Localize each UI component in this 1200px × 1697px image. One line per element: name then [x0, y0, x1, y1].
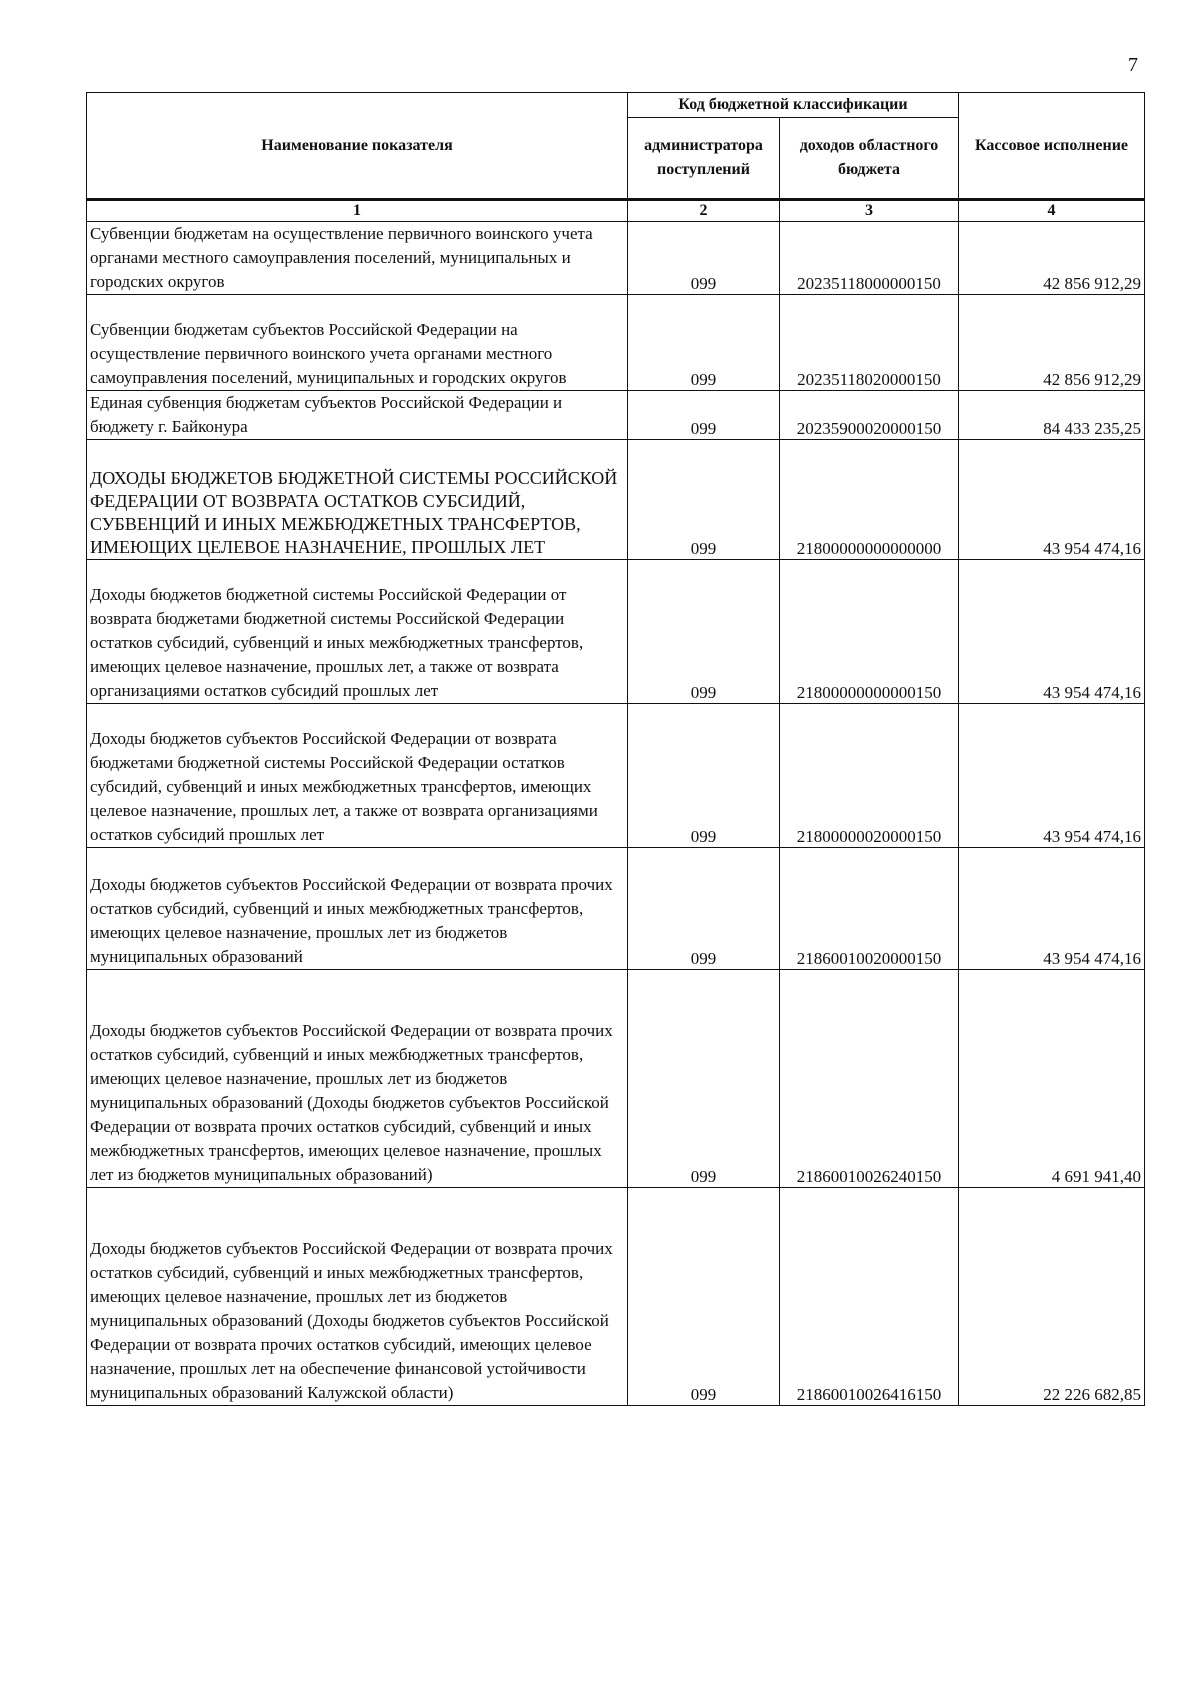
row-revenue-code: 21800000000000150: [780, 560, 959, 704]
row-revenue-code: 21800000020000150: [780, 704, 959, 848]
table-row: [87, 295, 1145, 391]
budget-table: [86, 92, 1145, 1406]
row-name: Субвенции бюджетам на осуществление первичного воинского учета органами местного самоуправления поселений, муниципальных и городских округов: [87, 222, 628, 295]
row-name: Доходы бюджетов субъектов Российской Федерации от возврата прочих остатков субсидий, субвенций и иных межбюджетных трансфертов, имеющих целевое назначение, прошлых лет из бюджетов муниципальных образований (Доходы бюджетов субъектов Российской Федерации от возврата прочих остатков субсидий, имеющих целевое назначение, прошлых лет на обеспечение финансовой устойчивости муниципальных образований Калужской области): [87, 1188, 628, 1406]
row-admin-code: 099: [628, 970, 780, 1188]
header-name: Наименование показателя: [87, 93, 628, 200]
table-row: [87, 1188, 1145, 1406]
row-name: ДОХОДЫ БЮДЖЕТОВ БЮДЖЕТНОЙ СИСТЕМЫ РОССИЙСКОЙ ФЕДЕРАЦИИ ОТ ВОЗВРАТА ОСТАТКОВ СУБСИДИЙ, СУБВЕНЦИЙ И ИНЫХ МЕЖБЮДЖЕТНЫХ ТРАНСФЕРТОВ, ИМЕЮЩИХ ЦЕЛЕВОЕ НАЗНАЧЕНИЕ, ПРОШЛЫХ ЛЕТ: [87, 440, 628, 560]
table-row: [87, 970, 1145, 1188]
row-amount: 84 433 235,25: [959, 391, 1145, 440]
row-name: Субвенции бюджетам субъектов Российской Федерации на осуществление первичного воинского учета органами местного самоуправления поселений, муниципальных и городских округов: [87, 295, 628, 391]
row-revenue-code: 20235118020000150: [780, 295, 959, 391]
column-number: 3: [780, 200, 959, 222]
table-row: [87, 704, 1145, 848]
row-name: Доходы бюджетов бюджетной системы Российской Федерации от возврата бюджетами бюджетной системы Российской Федерации остатков субсидий, субвенций и иных межбюджетных трансфертов, имеющих целевое назначение, прошлых лет, а также от возврата организациями остатков субсидий прошлых лет: [87, 560, 628, 704]
row-admin-code: 099: [628, 295, 780, 391]
row-amount: 43 954 474,16: [959, 848, 1145, 970]
page-number: 7: [1128, 54, 1138, 76]
row-admin-code: 099: [628, 440, 780, 560]
row-name: Доходы бюджетов субъектов Российской Федерации от возврата прочих остатков субсидий, субвенций и иных межбюджетных трансфертов, имеющих целевое назначение, прошлых лет из бюджетов муниципальных образований (Доходы бюджетов субъектов Российской Федерации от возврата прочих остатков субсидий, субвенций и иных межбюджетных трансфертов, имеющих целевое назначение, прошлых лет из бюджетов муниципальных образований): [87, 970, 628, 1188]
column-number: 4: [959, 200, 1145, 222]
table-row: [87, 222, 1145, 295]
row-amount: 42 856 912,29: [959, 295, 1145, 391]
table-row: [87, 560, 1145, 704]
row-revenue-code: 21860010020000150: [780, 848, 959, 970]
table-row: [87, 391, 1145, 440]
row-revenue-code: 21800000000000000: [780, 440, 959, 560]
header-revenue-code: доходов областного бюджета: [780, 118, 959, 200]
column-numbers-row: [87, 200, 1145, 222]
column-number: 1: [87, 200, 628, 222]
table-row: [87, 848, 1145, 970]
header-budget-classification-code: Код бюджетной классификации: [628, 93, 959, 118]
row-admin-code: 099: [628, 222, 780, 295]
header-cash-execution: Кассовое исполнение: [959, 93, 1145, 200]
row-amount: 43 954 474,16: [959, 704, 1145, 848]
row-amount: 42 856 912,29: [959, 222, 1145, 295]
row-name: Доходы бюджетов субъектов Российской Федерации от возврата бюджетами бюджетной системы Российской Федерации остатков субсидий, субвенций и иных межбюджетных трансфертов, имеющих целевое назначение, прошлых лет, а также от возврата организациями остатков субсидий прошлых лет: [87, 704, 628, 848]
row-name: Доходы бюджетов субъектов Российской Федерации от возврата прочих остатков субсидий, субвенций и иных межбюджетных трансфертов, имеющих целевое назначение, прошлых лет из бюджетов муниципальных образований: [87, 848, 628, 970]
row-admin-code: 099: [628, 391, 780, 440]
column-number: 2: [628, 200, 780, 222]
row-admin-code: 099: [628, 704, 780, 848]
row-revenue-code: 20235900020000150: [780, 391, 959, 440]
row-name: Единая субвенция бюджетам субъектов Российской Федерации и бюджету г. Байконура: [87, 391, 628, 440]
row-amount: 22 226 682,85: [959, 1188, 1145, 1406]
row-admin-code: 099: [628, 560, 780, 704]
header-admin: администратора поступлений: [628, 118, 780, 200]
row-amount: 43 954 474,16: [959, 560, 1145, 704]
row-admin-code: 099: [628, 1188, 780, 1406]
row-revenue-code: 21860010026240150: [780, 970, 959, 1188]
row-amount: 4 691 941,40: [959, 970, 1145, 1188]
row-admin-code: 099: [628, 848, 780, 970]
row-amount: 43 954 474,16: [959, 440, 1145, 560]
table-row: [87, 440, 1145, 560]
row-revenue-code: 21860010026416150: [780, 1188, 959, 1406]
row-revenue-code: 20235118000000150: [780, 222, 959, 295]
